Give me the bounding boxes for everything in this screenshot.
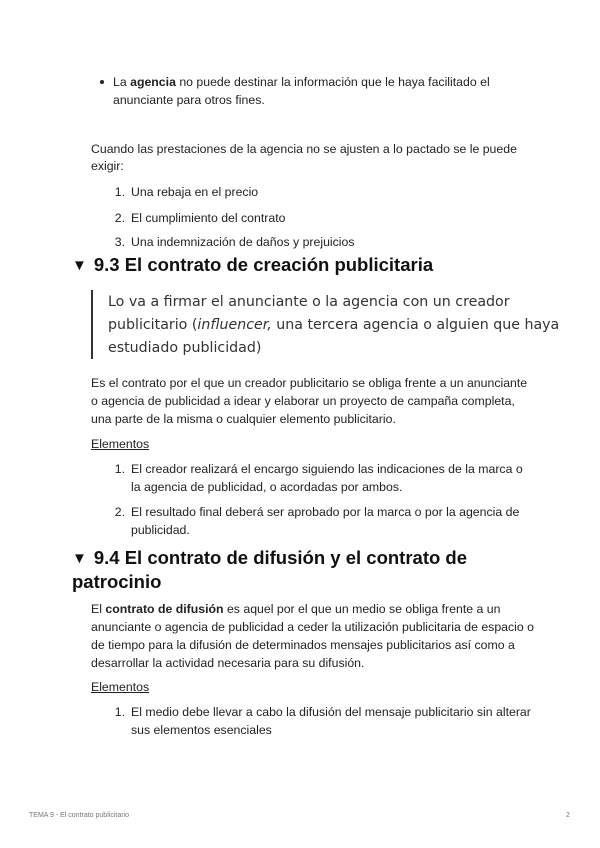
quote-text-a: publicitario ( xyxy=(108,317,198,333)
section-heading-9-3[interactable] xyxy=(72,253,433,279)
list-number: 2. xyxy=(114,211,125,225)
list-number: 1. xyxy=(114,705,125,719)
quote-line-2 xyxy=(108,314,559,337)
paragraph-line: de tiempo para la difusión de determinados mensajes publicitarios así como a xyxy=(91,638,515,652)
quote-text-b: una tercera agencia o alguien que haya xyxy=(271,317,560,333)
quote-line-1: Lo va a firmar el anunciante o la agencia con un creador xyxy=(108,294,510,310)
bullet-line-2: anunciante para otros fines. xyxy=(113,93,265,107)
section-title: 9.3 El contrato de creación publicitaria xyxy=(93,254,434,275)
section-title: 9.4 El contrato de difusión y el contrato de xyxy=(93,547,468,568)
para-text-rest: es aquel por el que un medio se obliga frente a un xyxy=(223,602,501,616)
para-prefix: El xyxy=(91,602,106,616)
footer-title: TEMA 9 - El contrato publicitario xyxy=(29,812,129,819)
section-heading-9-4[interactable] xyxy=(72,546,467,572)
list-text: Una rebaja en el precio xyxy=(131,185,259,199)
list-text: El resultado final deberá ser aprobado por la marca o por la agencia de xyxy=(131,505,520,519)
paragraph-line: o agencia de publicidad a idear y elaborar un proyecto de campaña completa, xyxy=(91,394,515,408)
list-text: Una indemnización de daños y prejuicios xyxy=(131,235,355,249)
list-text: sus elementos esenciales xyxy=(131,723,272,737)
list-text: El cumplimiento del contrato xyxy=(131,211,286,225)
bullet-line-1 xyxy=(113,73,490,91)
para-bold-contrato-difusion: contrato de difusión xyxy=(105,602,224,616)
intro-line-2: exigir: xyxy=(91,159,124,173)
bullet-dot xyxy=(100,80,104,84)
elements-label: Elementos xyxy=(91,680,150,694)
list-text: publicidad. xyxy=(131,523,190,537)
quote-italic-influencer: influencer, xyxy=(197,317,272,333)
bullet-prefix: La xyxy=(113,75,131,89)
list-number: 1. xyxy=(114,185,125,199)
triangle-down-icon[interactable]: ▼ xyxy=(72,550,87,567)
list-text: El medio debe llevar a cabo la difusión del mensaje publicitario sin alterar xyxy=(131,705,531,719)
page-number: 2 xyxy=(566,812,570,819)
paragraph-line: desarrollar la actividad necesaria para su difusión. xyxy=(91,656,365,670)
paragraph-line: anunciante o agencia de publicidad a ceder la utilización publicitaria de espacio o xyxy=(91,620,534,634)
paragraph-line: una parte de la misma o cualquier elemento publicitario. xyxy=(91,412,396,426)
intro-line-1: Cuando las prestaciones de la agencia no se ajusten a lo pactado se le puede xyxy=(91,142,517,156)
paragraph-line: Es el contrato por el que un creador publicitario se obliga frente a un anunciante xyxy=(91,376,528,390)
list-text: El creador realizará el encargo siguiendo las indicaciones de la marca o xyxy=(131,462,523,476)
elements-label: Elementos xyxy=(91,437,150,451)
bullet-bold-agencia: agencia xyxy=(130,75,176,89)
bullet-text-rest: no puede destinar la información que le haya facilitado el xyxy=(175,75,490,89)
triangle-down-icon[interactable]: ▼ xyxy=(72,257,87,274)
list-number: 1. xyxy=(114,462,125,476)
list-text: la agencia de publicidad, o acordadas por ambos. xyxy=(131,480,403,494)
quote-line-3: estudiado publicidad) xyxy=(108,340,262,356)
list-number: 2. xyxy=(114,505,125,519)
blockquote-bar xyxy=(91,290,93,359)
section-heading-9-4-line-2: patrocinio xyxy=(72,571,162,592)
list-number: 3. xyxy=(114,235,125,249)
paragraph-line xyxy=(91,600,500,618)
